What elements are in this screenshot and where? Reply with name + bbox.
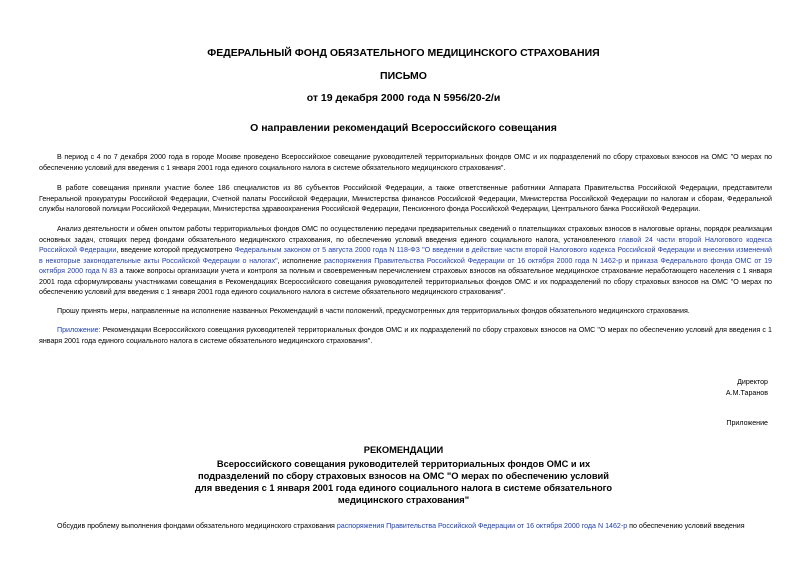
- signature-position: Директор: [737, 378, 768, 386]
- text-segment: Рекомендации Всероссийского совещания руководителей территориальных фондов ОМС и их подразделений по сбору страховых взносов на ОМС "О мерах по обеспечению условий для введения с 1 января 2001 года единого социального налога в системе обязательного медицинского страхования".: [39, 326, 772, 345]
- signature-name: А.М.Таранов: [725, 388, 768, 397]
- link-attachment[interactable]: Приложение:: [57, 326, 101, 334]
- paragraph-attachment: [39, 325, 772, 346]
- link-government-order-1462-b[interactable]: Правительства Российской Федерации от 16 октября 2000 года N 1462-р: [386, 522, 628, 530]
- recommendations-title: РЕКОМЕНДАЦИИ: [363, 445, 444, 455]
- text-segment: и: [622, 256, 632, 265]
- text-segment: Обсудив проблему выполнения фондами обязательного медицинского страхования: [57, 522, 337, 530]
- recommendations-subtitle: Всероссийского совещания руководителей территориальных фондов ОМС и их подразделений по сбору страховых взносов на ОМС "О мерах по обеспечению условий для введения с 1 января 2001 года единого социального налога в системе обязательного медицинского страхования": [194, 459, 613, 505]
- text-segment: , введение которой предусмотрено: [116, 246, 235, 254]
- paragraph-analysis: [39, 224, 772, 298]
- text-segment: по обеспечению условий введения: [627, 522, 745, 530]
- document-type: ПИСЬМО: [380, 70, 427, 82]
- link-federal-law-118[interactable]: Федеральным законом от 5 августа 2000 года N 118-ФЗ "О введении в действие части второй Налогового кодекса Российской Федерации и внесении изменений в некоторые законодательные акты Российской Федерации о налогах": [39, 246, 772, 265]
- link-tax-code-chapter-24[interactable]: главой 24 части второй Налогового кодекса Российской Федерации: [39, 235, 772, 254]
- text-segment: а также вопросы организации учета и контроля за полным и своевременным перечислением страховых взносов на обязательное медицинское страхование неработающего населения с 1 января 2001 года сформулированы участниками совещания в Рекомендациях Всероссийского совещания руководителей территориальных фондов ОМС и их подразделений по сбору страховых взносов на ОМС "О мерах по обеспечению условий для введения с 1 января 2001 года единого социального налога в системе обязательного медицинского страхования".: [39, 267, 772, 296]
- paragraph-participants: В работе совещания приняли участие более 186 специалистов из 86 субъектов Российской Федерации, а также ответственные работники Аппарата Правительства Российской Федерации, представители Генеральной прокуратуры Российской Федерации, Счетной палаты Российской Федерации, Министерства финансов Российской Федерации, Министерства Российской Федерации по налогам и сборам, Федеральной службы налоговой полиции Российской Федерации, Министерства здравоохранения Российской Федерации, Пенсионного фонда Российской Федерации, Центрального банка Российской Федерации.: [39, 184, 772, 213]
- issuer-title: ФЕДЕРАЛЬНЫЙ ФОНД ОБЯЗАТЕЛЬНОГО МЕДИЦИНСКОГО СТРАХОВАНИЯ: [207, 47, 600, 59]
- document-date: от 19 декабря 2000 года N 5956/20-2/и: [306, 92, 501, 104]
- signature-block: [726, 377, 768, 398]
- text-segment: Анализ деятельности и обмен опытом работы территориальных фондов ОМС по осуществлению передачи предварительных сведений о плательщиках страховых взносов в налоговые органы, порядок реализации основных задач, стоящих перед фондами обязательного медицинского страхования, по обеспечению условий введения единого социального налога, установленного: [39, 225, 772, 244]
- appendix-label: Приложение: [726, 419, 768, 427]
- link-fund-order-83[interactable]: приказа Федерального фонда ОМС от 19 октября 2000 года N 83: [39, 256, 773, 275]
- paragraph-intro: В период с 4 по 7 декабря 2000 года в городе Москве проведено Всероссийское совещание руководителей территориальных фондов ОМС и их подразделений по сбору страховых взносов на ОМС "О мерах по обеспечению условий для введения с 1 января 2001 года единого социального налога в системе обязательного медицинского страхования".: [39, 153, 772, 172]
- recommendations-paragraph: [39, 521, 772, 532]
- link-order[interactable]: распоряжения: [336, 522, 385, 530]
- link-government-order-1462[interactable]: распоряжения Правительства Российской Федерации от 16 октября 2000 года N 1462-р: [324, 256, 623, 265]
- text-segment: , исполнение: [277, 256, 325, 265]
- document-subject: О направлении рекомендаций Всероссийского совещания: [250, 122, 557, 134]
- paragraph-request: Прошу принять меры, направленные на исполнение названных Рекомендаций в части положений, предусмотренных для территориальных фондов обязательного медицинского страхования.: [57, 307, 690, 315]
